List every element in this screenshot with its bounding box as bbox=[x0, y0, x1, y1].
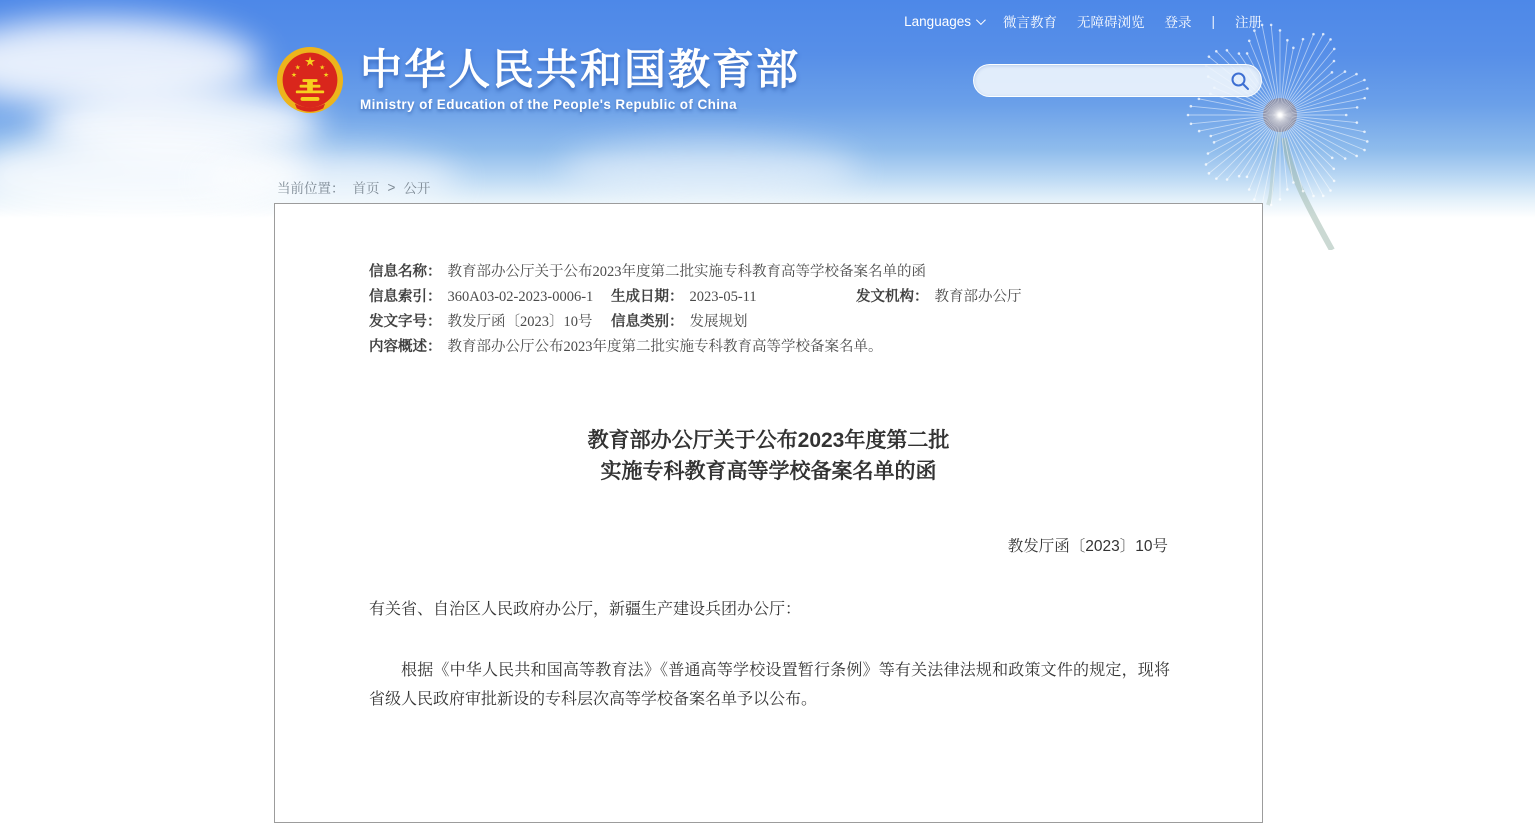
site-subtitle: Ministry of Education of the People's Republic of China bbox=[360, 97, 737, 112]
login-link[interactable]: 登录 bbox=[1164, 15, 1192, 30]
register-link[interactable]: 注册 bbox=[1235, 15, 1262, 30]
weiyan-education-link[interactable]: 微言教育 bbox=[1002, 15, 1057, 30]
svg-text:★: ★ bbox=[290, 71, 297, 80]
meta-row-name bbox=[369, 260, 1172, 285]
breadcrumb-home-link[interactable]: 首页 bbox=[352, 181, 380, 196]
document-number: 教发厅函〔2023〕10号 bbox=[1007, 538, 1168, 555]
national-emblem-icon bbox=[276, 45, 344, 117]
svg-text:★: ★ bbox=[294, 63, 301, 72]
meta-docno-label: 发文字号： bbox=[369, 314, 442, 330]
breadcrumb-label: 当前位置： bbox=[277, 181, 345, 196]
breadcrumb-separator-icon: > bbox=[387, 179, 396, 195]
site-logo[interactable] bbox=[276, 45, 800, 117]
meta-row-index bbox=[369, 285, 1172, 310]
meta-summary-value: 教育部办公厅公布2023年度第二批实施专科教育高等学校备案名单。 bbox=[447, 339, 883, 355]
breadcrumb bbox=[277, 177, 430, 197]
meta-category-value: 发展规划 bbox=[689, 314, 748, 330]
accessibility-link[interactable]: 无障碍浏览 bbox=[1076, 15, 1145, 30]
svg-text:★: ★ bbox=[319, 63, 326, 72]
search-box bbox=[973, 64, 1262, 97]
logo-text bbox=[360, 45, 800, 112]
top-utility-bar bbox=[904, 11, 1262, 31]
meta-summary-label: 内容概述： bbox=[369, 339, 442, 355]
chevron-down-icon bbox=[976, 15, 986, 25]
search-icon bbox=[1230, 71, 1250, 91]
meta-row-docno bbox=[369, 310, 1172, 335]
divider: | bbox=[1211, 13, 1215, 29]
meta-name-label: 信息名称： bbox=[369, 264, 442, 280]
meta-date-label: 生成日期： bbox=[611, 289, 684, 305]
site-title: 中华人民共和国教育部 bbox=[360, 46, 801, 93]
languages-label: Languages bbox=[904, 13, 971, 29]
meta-name-value: 教育部办公厅关于公布2023年度第二批实施专科教育高等学校备案名单的函 bbox=[447, 264, 926, 280]
search-button[interactable] bbox=[1227, 68, 1253, 94]
meta-agency-value: 教育部办公厅 bbox=[934, 289, 1022, 305]
content-card bbox=[274, 203, 1263, 823]
document-meta bbox=[369, 260, 1172, 360]
document-title-line1: 教育部办公厅关于公布2023年度第二批 bbox=[587, 429, 950, 452]
meta-date-value: 2023-05-11 bbox=[689, 289, 757, 305]
cloud-decoration bbox=[560, 140, 860, 200]
meta-index-label: 信息索引： bbox=[369, 289, 442, 305]
document-paragraph: 根据《中华人民共和国高等教育法》《普通高等学校设置暂行条例》等有关法律法规和政策文件的规定，现将省级人民政府审批新设的专科层次高等学校备案名单予以公布。 bbox=[369, 662, 1170, 708]
document-salutation: 有关省、自治区人民政府办公厅，新疆生产建设兵团办公厅： bbox=[369, 601, 802, 618]
meta-category-label: 信息类别： bbox=[611, 314, 684, 330]
meta-index-value: 360A03-02-2023-0006-1 bbox=[447, 289, 594, 305]
breadcrumb-current-link[interactable]: 公开 bbox=[403, 181, 431, 196]
search-input[interactable] bbox=[990, 65, 1227, 96]
meta-docno-value: 教发厅函〔2023〕10号 bbox=[447, 314, 593, 330]
document-title-line2: 实施专科教育高等学校备案名单的函 bbox=[600, 460, 937, 483]
meta-row-summary bbox=[369, 335, 1172, 360]
svg-text:★: ★ bbox=[323, 71, 330, 80]
languages-menu[interactable] bbox=[904, 14, 983, 29]
document-title bbox=[275, 425, 1262, 487]
meta-agency-label: 发文机构： bbox=[856, 289, 929, 305]
svg-text:★: ★ bbox=[304, 54, 316, 70]
